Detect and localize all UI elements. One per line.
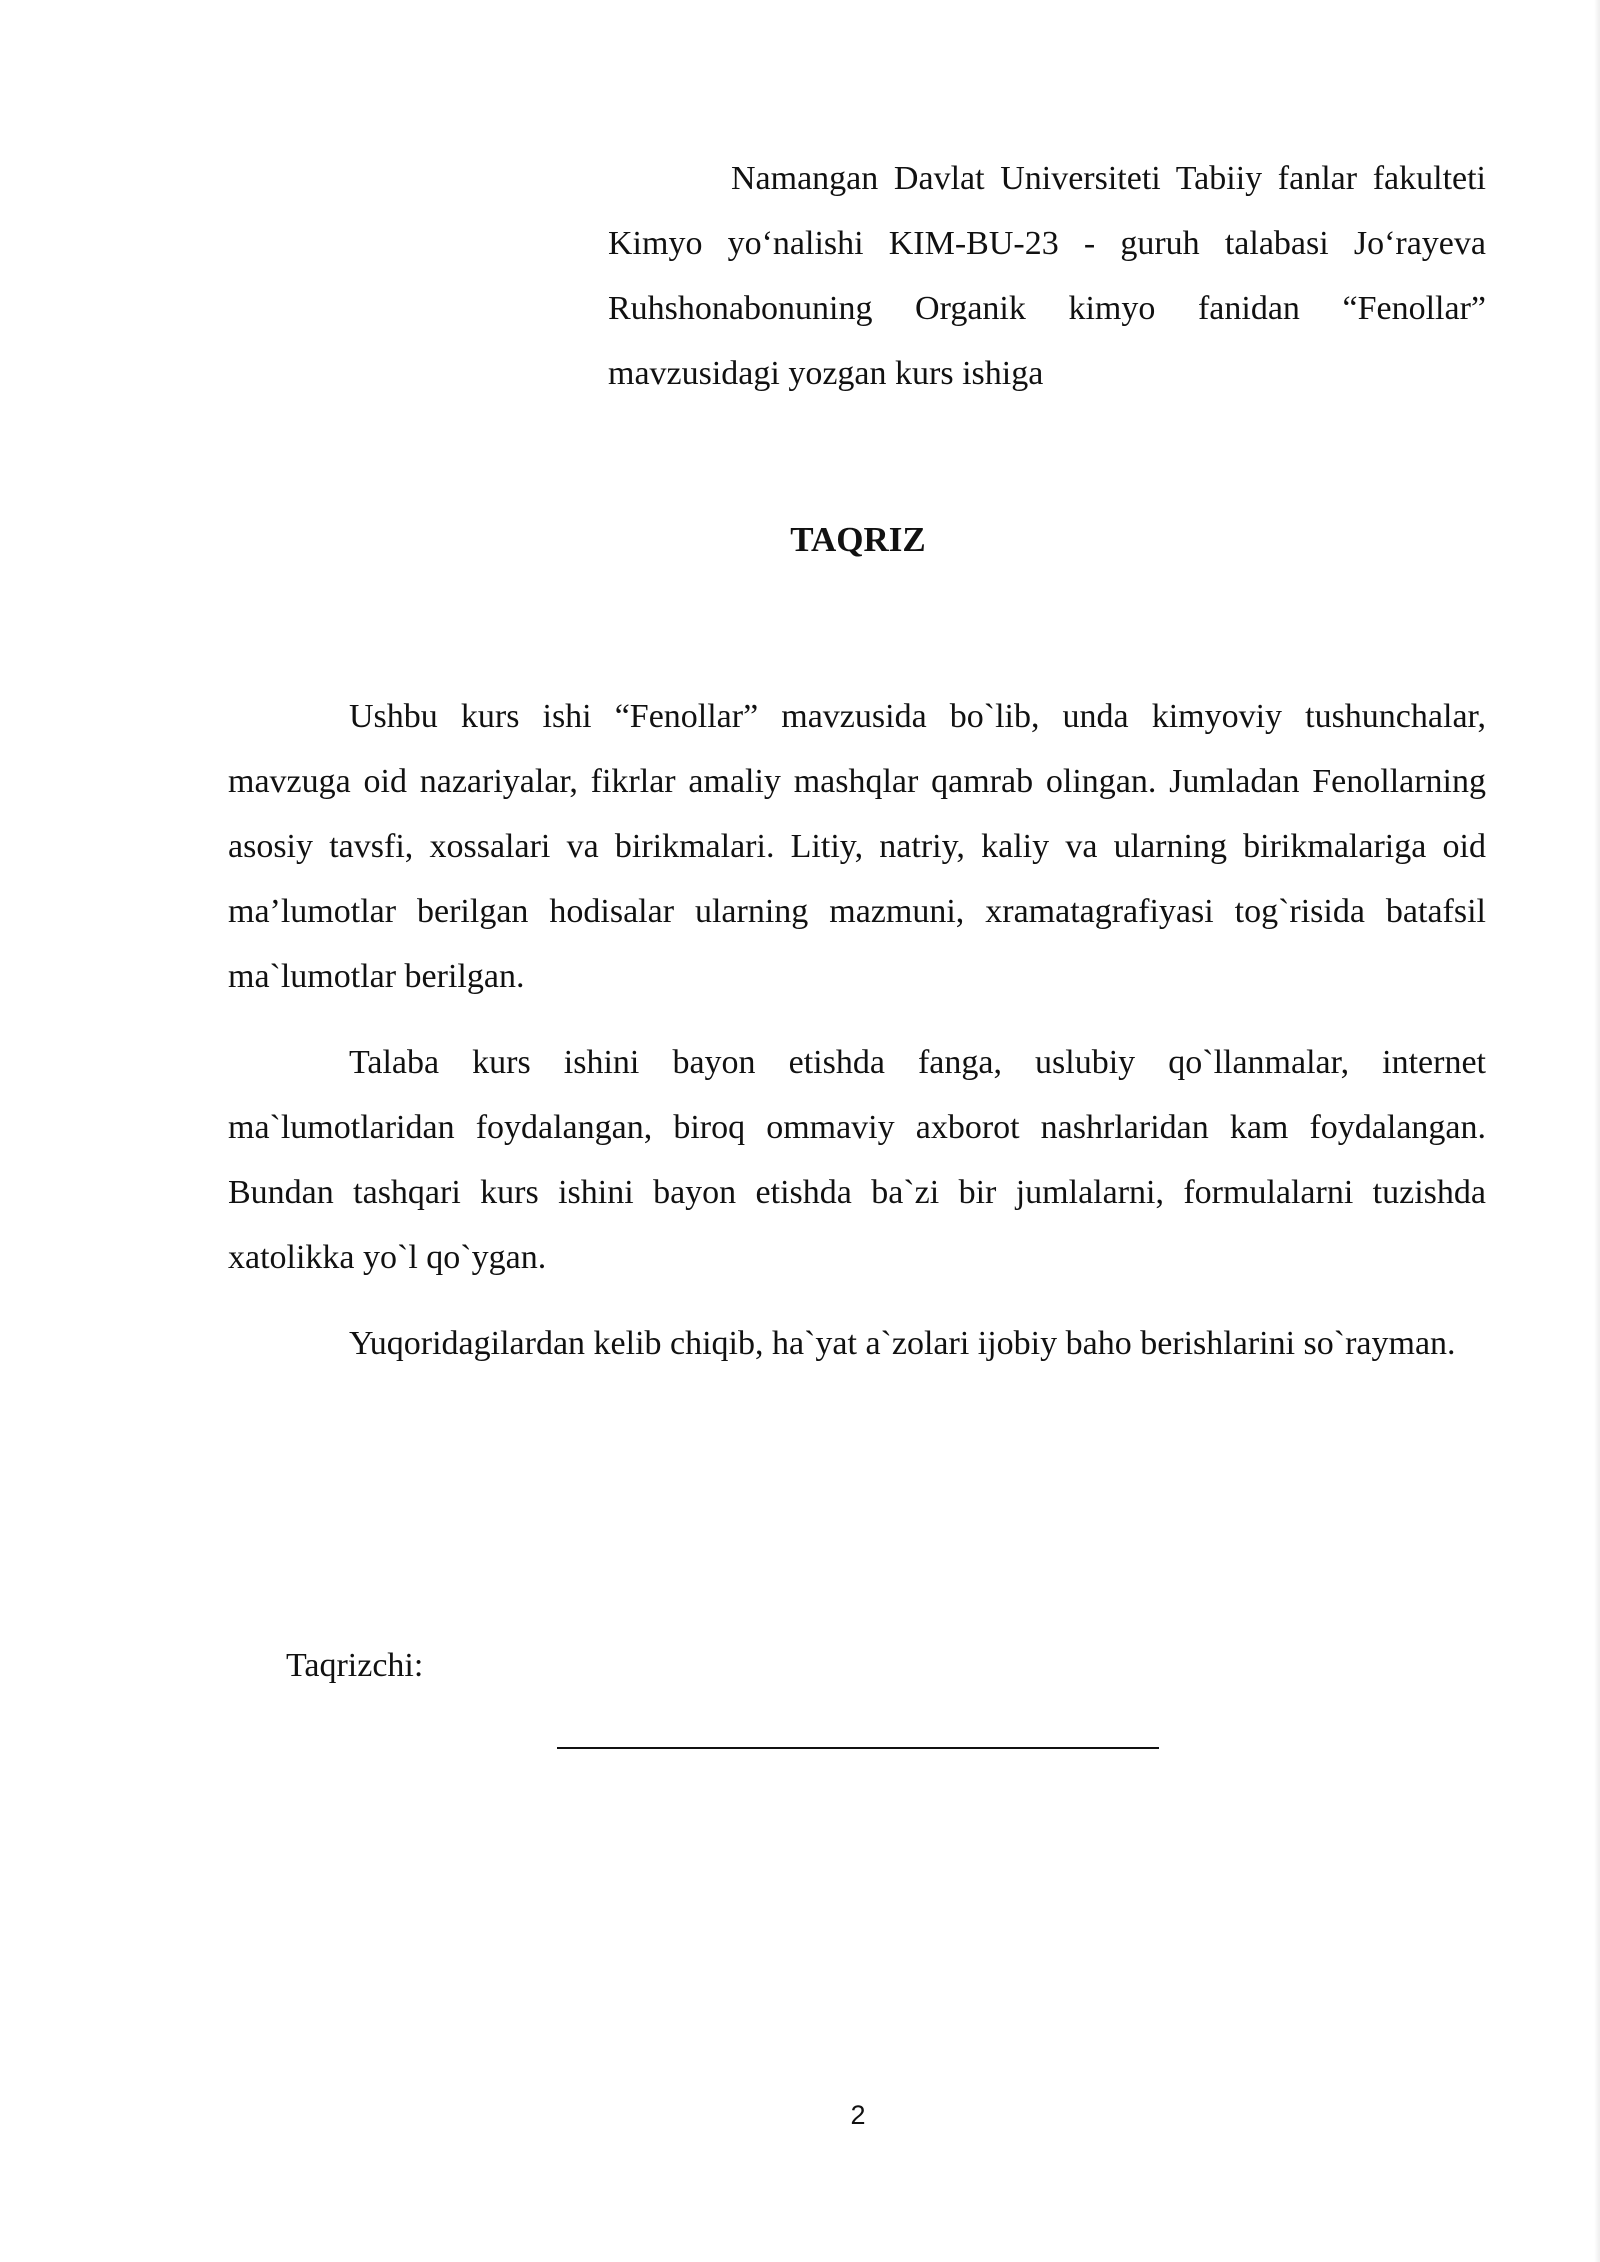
body-paragraph: Ushbu kurs ishi “Fenollar” mavzusida bo`lib, unda kimyoviy tushunchalar, mavzuga oid nazariyalar, fikrlar amaliy mashqlar qamrab olingan. Jumladan Fenollarning asosiy tavsfi, xossalari va birikmalari. Litiy, natriy, kaliy va ularning birikmalariga oid ma’lumotlar berilgan hodisalar ularning mazmuni, xramatagrafiyasi tog`risida batafsil ma`lumotlar berilgan. xyxy=(228,698,1486,995)
body-paragraph: Yuqoridagilardan kelib chiqib, ha`yat a`zolari ijobiy baho berishlarini so`rayman. xyxy=(349,1325,1456,1362)
document-heading: Namangan Davlat Universiteti Tabiiy fanlar fakulteti Kimyo yo‘nalishi KIM-BU-23 - guruh talabasi Jo‘rayeva Ruhshonabonuning Organik kimyo fanidan “Fenollar” mavzusidagi yozgan kurs ishiga xyxy=(608,160,1486,392)
page-number: 2 xyxy=(850,2100,866,2130)
page-edge xyxy=(1594,0,1600,2262)
document-body xyxy=(228,684,1486,1397)
reviewer-label: Taqrizchi: xyxy=(286,1647,424,1684)
body-paragraph: Talaba kurs ishini bayon etishda fanga, uslubiy qo`llanmalar, internet ma`lumotlaridan foydalangan, biroq ommaviy axborot nashrlaridan kam foydalangan. Bundan tashqari kurs ishini bayon etishda ba`zi bir jumlalarni, formulalarni tuzishda xatolikka yo`l qo`ygan. xyxy=(228,1044,1486,1276)
signature-line xyxy=(557,1747,1159,1749)
document-title: TAQRIZ xyxy=(790,520,926,559)
